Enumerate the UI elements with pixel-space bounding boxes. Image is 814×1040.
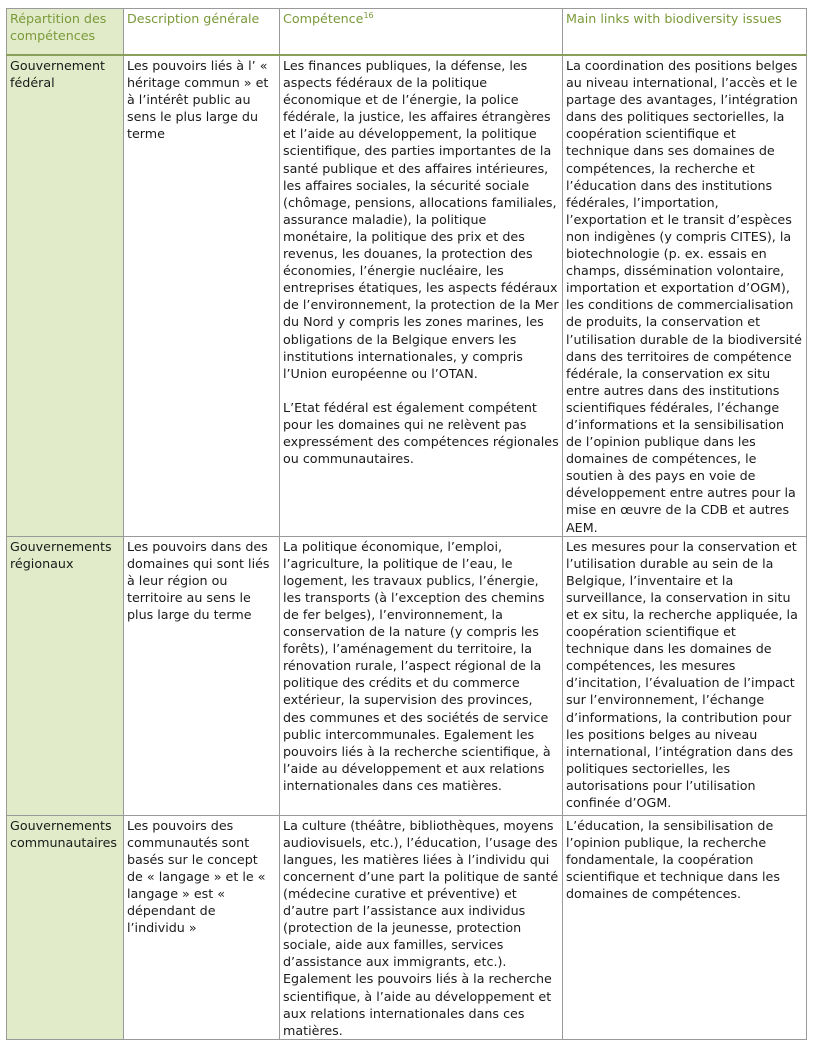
table-row-regional: [7, 536, 807, 815]
cell-links: L’éducation, la sensibilisation de l’opinion publique, la recherche fondamentale, la coopération scientifique et technique dans les domaines de compétences.: [563, 815, 807, 1039]
table-header-row: [7, 9, 807, 56]
cell-repartition: Gouvernement fédéral: [7, 55, 124, 536]
header-competence-label: Compétence: [283, 11, 364, 26]
cell-competence: [280, 55, 563, 536]
header-competence: [280, 9, 563, 56]
cell-links: Les mesures pour la conservation et l’utilisation durable au sein de la Belgique, l’inventaire et la surveillance, la conservation in situ et ex situ, la recherche appliquée, la coopération scientifique et technique dans les domaines de compétences, les mesures d’incitation, l’évaluation de l’impact sur l’environnement, l’échange d’informations, la contribution pour les positions belges au niveau international, l’intégration dans des politiques sectorielles, les autorisations pour l’utilisation confinée d’OGM.: [563, 536, 807, 815]
header-repartition: Répartition des compétences: [7, 9, 124, 56]
cell-competence: La politique économique, l’emploi, l’agriculture, la politique de l’eau, le logement, les travaux publics, l’énergie, les transports (à l’exception des chemins de fer belges), l’environnement, la conservation de la nature (y compris les forêts), l’aménagement du territoire, la rénovation rurale, l’aspect régional de la politique des crédits et du commerce extérieur, la supervision des provinces, des communes et des sociétés de service public intercommunales. Egalement les pouvoirs liés à la recherche scientifique, à l’aide au développement et aux relations internationales dans ces matières.: [280, 536, 563, 815]
header-description: Description générale: [124, 9, 280, 56]
cell-links: La coordination des positions belges au niveau international, l’accès et le partage des avantages, l’intégration dans des politiques sectorielles, la coopération scientifique et technique dans ses domaines de compétences, la recherche et l’éducation dans des institutions fédérales, l’importation, l’exportation et le transit d’espèces non indigènes (y compris CITES), la biotechnologie (p. ex. essais en champs, dissémination volontaire, importation et exportation d’OGM), les conditions de commercialisation de produits, la conservation et l’utilisation durable de la biodiversité dans des territoires de compétence fédérale, la conservation ex situ entre autres dans des institutions scientifiques fédérales, l’échange d’informations et la sensibilisation de l’opinion publique dans les domaines de compétences, le soutien à des pays en voie de développement entre autres pour la mise en œuvre de la CDB et autres AEM.: [563, 55, 807, 536]
cell-description: Les pouvoirs liés à l’ « héritage commun » et à l’intérêt public au sens le plus large du terme: [124, 55, 280, 536]
competence-text: Les finances publiques, la défense, les aspects fédéraux de la politique économique et de l’énergie, la police fédérale, la justice, les affaires étrangères et l’aide au développement, la politique scientifique, des parties importantes de la santé publique et des affaires intérieures, les affaires sociales, la sécurité sociale (chômage, pensions, allocations familiales, assurance maladie), la politique monétaire, la politique des prix et des revenus, les douanes, la protection des économies, l’énergie nucléaire, les entreprises étatiques, les aspects fédéraux de l’environnement, la protection de la Mer du Nord y compris les zones marines, les obligations de la Belgique envers les institutions internationales, y compris l’Union européenne ou l’OTAN.: [283, 58, 559, 381]
table-row-federal: [7, 55, 807, 536]
cell-description: Les pouvoirs des communautés sont basés sur le concept de « langage » et le « langage » est « dépendant de l’individu »: [124, 815, 280, 1039]
competences-table: [6, 8, 807, 1040]
cell-competence: La culture (théâtre, bibliothèques, moyens audiovisuels, etc.), l’éducation, l’usage des langues, les matières liées à l’individu qui concernent d’une part la politique de santé (médecine curative et préventive) et d’autre part l’assistance aux individus (protection de la jeunesse, protection sociale, aide aux familles, services d’assistance aux immigrants, etc.). Egalement les pouvoirs liés à la recherche scientifique, à l’aide au développement et aux relations internationales dans ces matières.: [280, 815, 563, 1039]
table-row-community: [7, 815, 807, 1039]
cell-description: Les pouvoirs dans des domaines qui sont liés à leur région ou territoire au sens le plus large du terme: [124, 536, 280, 815]
footnote-marker: 16: [363, 10, 374, 20]
cell-repartition: Gouvernements régionaux: [7, 536, 124, 815]
header-links: Main links with biodiversity issues: [563, 9, 807, 56]
cell-repartition: Gouvernements communautaires: [7, 815, 124, 1039]
competence-extra-text: L’Etat fédéral est également compétent pour les domaines qui ne relèvent pas expressément des compétences régionales ou communautaires.: [283, 399, 559, 467]
